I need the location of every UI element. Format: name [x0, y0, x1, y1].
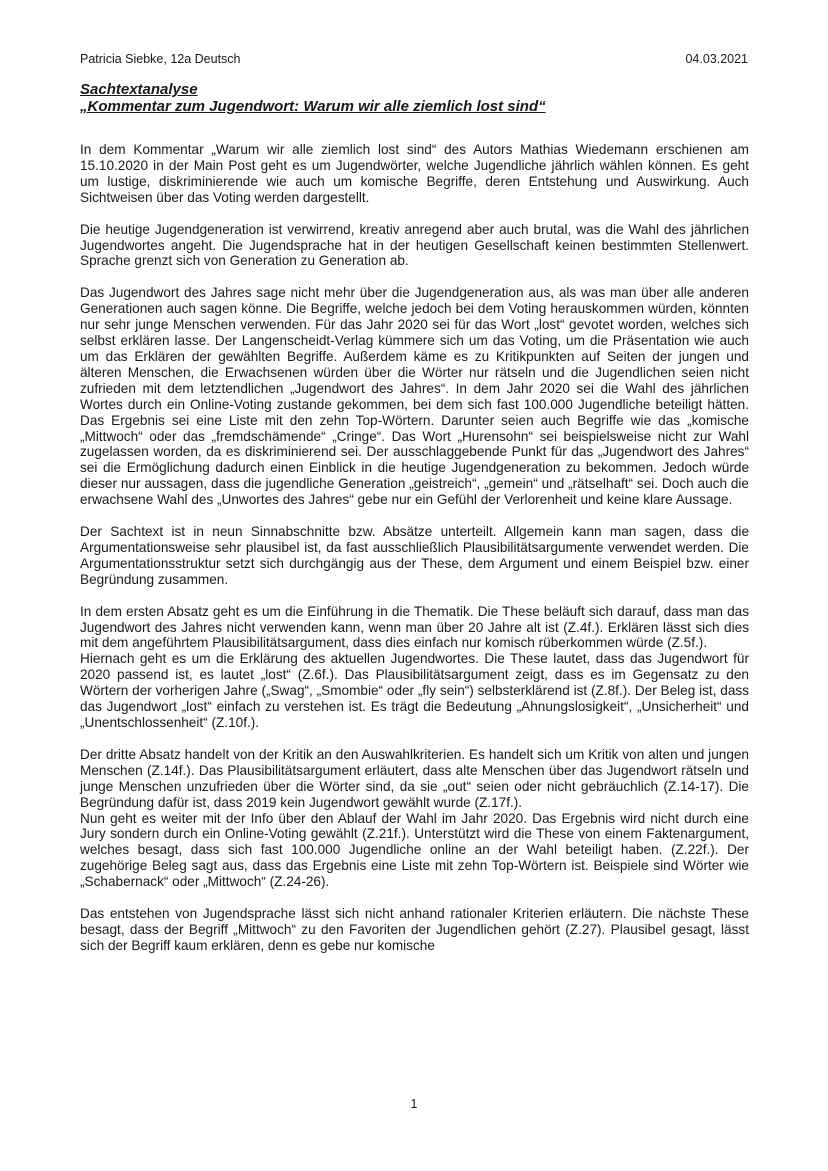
- document-body: [80, 81, 749, 954]
- document-title: Sachtextanalyse: [80, 81, 198, 98]
- author-line: Patricia Siebke, 12a Deutsch: [80, 52, 241, 66]
- paragraph-4: Der Sachtext ist in neun Sinnabschnitte bzw. Absätze unterteilt. Allgemein kann man sagen, dass die Argumentationsweise sehr plausibel ist, da fast ausschließlich Plausibilitätsargumente verwendet werden. Die Argumentationsstruktur setzt sich durchgängig aus der These, dem Argument und einem Beispiel bzw. einer Begründung zusammen.: [80, 524, 749, 587]
- paragraph-3: Das Jugendwort des Jahres sage nicht mehr über die Jugendgeneration aus, als was man über alle anderen Generationen auch sagen könne. Die Begriffe, welche jedoch bei dem Voting herauskommen würden, könnten nur sehr junge Menschen verwenden. Für das Jahr 2020 sei für das Wort „lost“ gevotet worden, welches sich selbst erklären lasse. Der Langenscheidt-Verlag kümmere sich um das Voting, um die Präsentation wie auch um das Erklären der gewählten Begriffe. Außerdem käme es zu Kritikpunkten auf Seiten der jungen und älteren Menschen, die Erwachsenen würden über die Wörter nur rätseln und die Jugendlichen seien nicht zufrieden mit dem letztendlichen „Jugendwort des Jahres“. In dem Jahr 2020 sei die Wahl des jährlichen Wortes durch ein Online-Voting zustande gekommen, bei dem sich fast 100.000 Jugendliche beteiligt hätten. Das Ergebnis sei eine Liste mit den zehn Top-Wörtern. Darunter seien auch Begriffe wie das „komische „Mittwoch“ oder das „fremdschämende“ „Cringe“. Das Wort „Hurensohn“ sei beispielsweise nicht zur Wahl zugelassen worden, da es diskriminierend sei. Der ausschlaggebende Punkt für das „Jugendwort des Jahres“ sei die Ermöglichung dadurch einen Einblick in die heutige Jugendgeneration zu bekommen. Jedoch würde dieser nur aussagen, dass die jugendliche Generation „geistreich“, „gemein“ und „rätselhaft“ sei. Doch auch die erwachsene Wahl des „Unwortes des Jahres“ gebe nur ein Gefühl der Verlorenheit und keine klare Aussage.: [80, 285, 749, 508]
- paragraph-6: Der dritte Absatz handelt von der Kritik an den Auswahlkriterien. Es handelt sich um Kritik von alten und jungen Menschen (Z.14f.). Das Plausibilitätsargument erläutert, dass alte Menschen über das Jugendwort rätseln und junge Menschen unzufrieden über die Wörter sind, da sie „out“ seien oder nicht gebräuchlich (Z.14-17). Die Begründung dafür ist, dass 2019 kein Jugendwort gewählt wurde (Z.17f.). Nun geht es weiter mit der Info über den Ablauf der Wahl im Jahr 2020. Das Ergebnis wird nicht durch eine Jury sondern durch ein Online-Voting gewählt (Z.21f.). Unterstützt wird die These von einem Faktenargument, welches besagt, dass sich fast 100.000 Jugendliche online an der Wahl beteiligt haben. (Z.22f.). Der zugehörige Beleg sagt aus, dass das Ergebnis eine Liste mit zehn Top-Wörtern ist. Beispiele sind Wörter wie „Schabernack“ oder „Mittwoch“ (Z.24-26).: [80, 746, 749, 890]
- paragraph-2: Die heutige Jugendgeneration ist verwirrend, kreativ anregend aber auch brutal, was die Wahl des jährlichen Jugendwortes angeht. Die Jugendsprache hat in der heutigen Gesellschaft keinen bestimmten Stellenwert. Sprache grenzt sich von Generation zu Generation ab.: [80, 221, 749, 269]
- page-number: 1: [410, 1097, 418, 1111]
- document-subtitle: „Kommentar zum Jugendwort: Warum wir alle ziemlich lost sind“: [80, 98, 546, 115]
- page-header: [80, 52, 748, 68]
- document-date: 04.03.2021: [685, 52, 748, 66]
- paragraph-5: In dem ersten Absatz geht es um die Einführung in die Thematik. Die These beläuft sich darauf, dass man das Jugendwort des Jahres nicht verwenden kann, wenn man über 20 Jahre alt ist (Z.4f.). Erklären lässt sich dies mit dem angeführtem Plausibilitätsargument, dass dies einfach nur komisch rüberkommen würde (Z.5f.). Hiernach geht es um die Erklärung des aktuellen Jugendwortes. Die These lautet, dass das Jugendwort für 2020 passend ist, es lautet „lost“ (Z.6f.). Das Plausibilitätsargument zeigt, dass es im Gegensatz zu den Wörtern der vorherigen Jahre („Swag“, „Smombie“ oder „fly sein“) selbsterklärend ist (Z.8f.). Der Beleg ist, dass das Jugendwort „lost“ einfach zu verstehen ist. Es trägt die Bedeutung „Ahnungslosigkeit“, „Unsicherheit“ und „Unentschlossenheit“ (Z.10f.).: [80, 603, 749, 730]
- paragraph-7: Das entstehen von Jugendsprache lässt sich nicht anhand rationaler Kriterien erläutern. Die nächste These besagt, dass der Begriff „Mittwoch“ zu den Favoriten der Jugendlichen gehört (Z.27). Plausibel gesagt, lässt sich der Begriff kaum erklären, denn es gebe nur komische: [80, 906, 749, 953]
- paragraph-1: In dem Kommentar „Warum wir alle ziemlich lost sind“ des Autors Mathias Wiedemann erschienen am 15.10.2020 in der Main Post geht es um Jugendwörter, welche Jugendliche jährlich wählen können. Es geht um lustige, diskriminierende wie auch um komische Begriffe, deren Entstehung und Auswirkung. Auch Sichtweisen über das Voting werden dargestellt.: [80, 142, 749, 205]
